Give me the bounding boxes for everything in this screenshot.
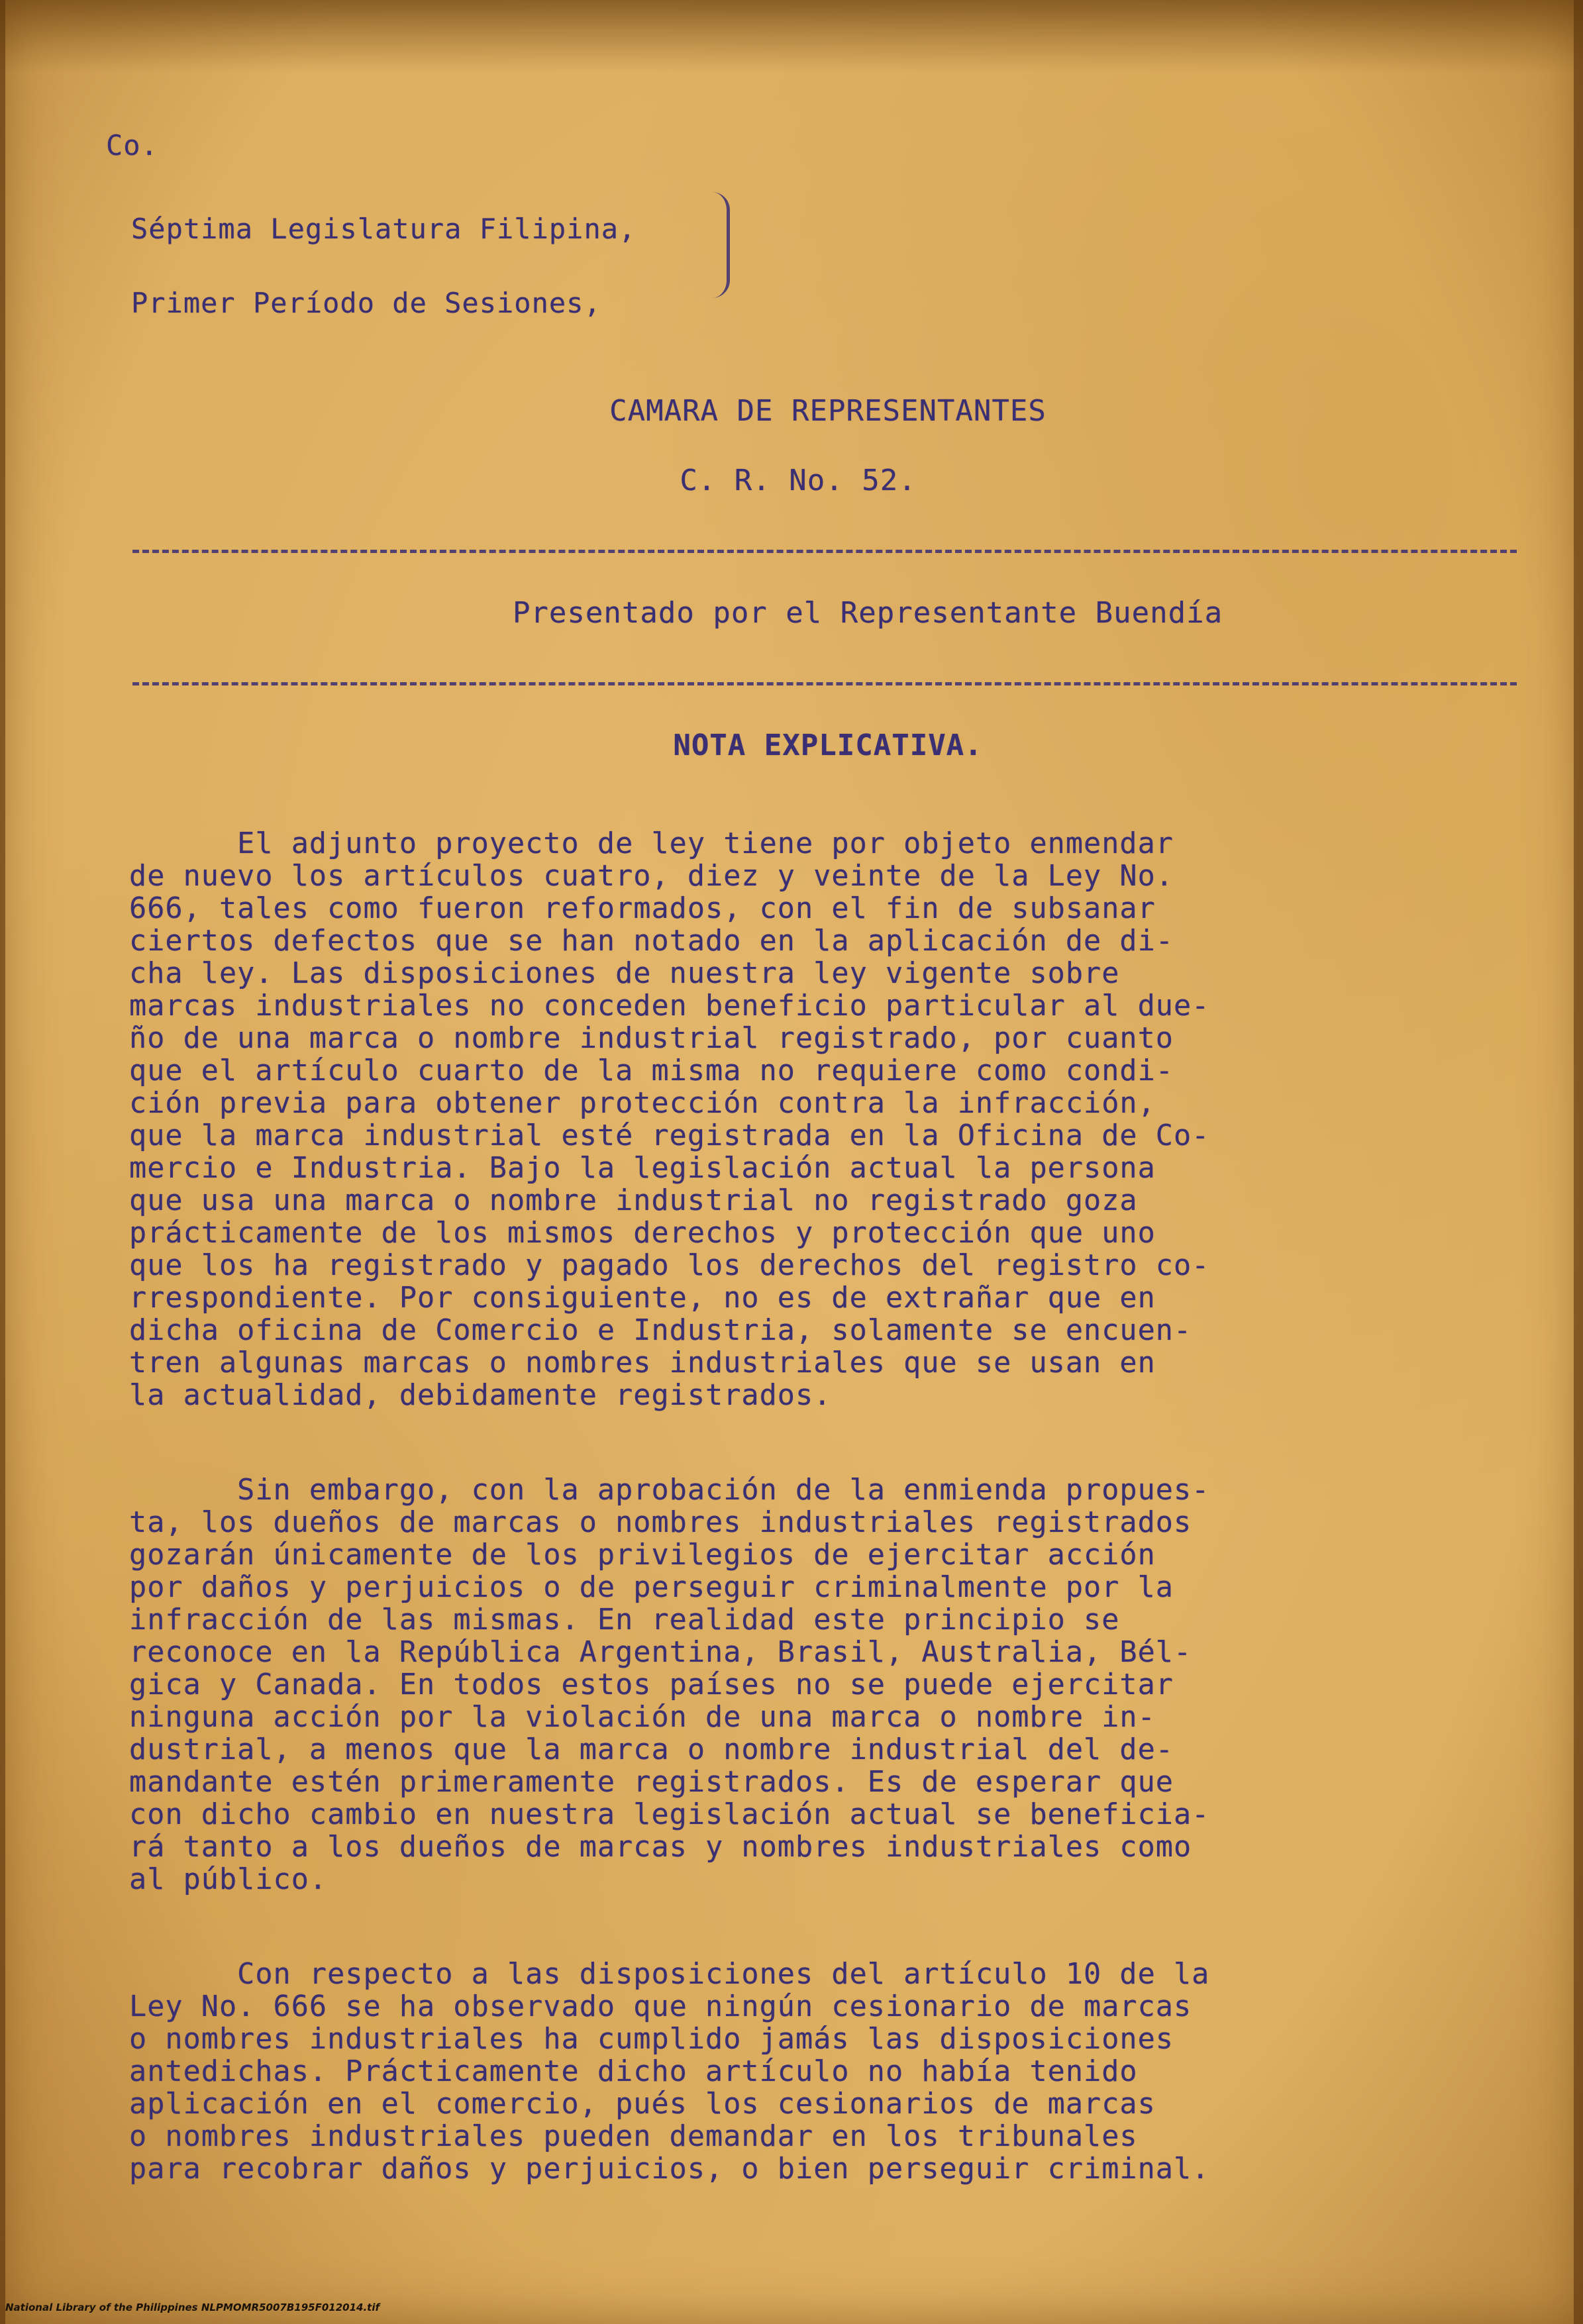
right-brace — [712, 192, 730, 298]
paragraph — [129, 1474, 1374, 1896]
text-line: El adjunto proyecto de ley tiene por objeto enmendar — [129, 827, 1174, 860]
paragraph — [129, 828, 1374, 1412]
text-line: con dicho cambio en nuestra legislación actual se beneficia- — [129, 1798, 1210, 1831]
text-line: ninguna acción por la violación de una marca o nombre in- — [129, 1701, 1156, 1734]
text-line: por daños y perjuicios o de perseguir criminalmente por la — [129, 1571, 1174, 1604]
text-line: que los ha registrado y pagado los derechos del registro co- — [129, 1249, 1210, 1282]
text-line: marcas industriales no conceden beneficio particular al due- — [129, 989, 1210, 1023]
archive-caption: National Library of the Philippines NLPMOMR5007B195F012014.tif — [5, 2301, 380, 2313]
text-line: que usa una marca o nombre industrial no registrado goza — [129, 1184, 1138, 1217]
presented-by: Presentado por el Representante Buendía — [512, 596, 1223, 630]
copy-mark: Co. — [106, 129, 158, 162]
text-line: ciertos defectos que se han notado en la aplicación de di- — [129, 925, 1174, 958]
legislature-line: Séptima Legislatura Filipina, — [131, 213, 637, 245]
text-line: ta, los dueños de marcas o nombres industriales registrados — [129, 1506, 1192, 1539]
session-line: Primer Período de Sesiones, — [131, 287, 601, 319]
paragraph — [129, 1958, 1374, 2186]
text-line: gozarán únicamente de los privilegios de ejercitar acción — [129, 1539, 1156, 1572]
text-line: para recobrar daños y perjuicios, o bien perseguir criminal. — [129, 2152, 1210, 2186]
text-line: Con respecto a las disposiciones del artículo 10 de la — [129, 1958, 1210, 1991]
text-line: dicha oficina de Comercio e Industria, solamente se encuen- — [129, 1314, 1192, 1347]
dashed-divider-top — [132, 550, 1517, 553]
section-heading: NOTA EXPLICATIVA. — [673, 729, 983, 762]
text-line: prácticamente de los mismos derechos y protección que uno — [129, 1217, 1156, 1250]
text-line: aplicación en el comercio, pués los cesionarios de marcas — [129, 2088, 1156, 2121]
text-line: dustrial, a menos que la marca o nombre industrial del de- — [129, 1733, 1174, 1766]
text-line: ción previa para obtener protección contra la infracción, — [129, 1087, 1156, 1120]
text-line: gica y Canada. En todos estos países no se puede ejercitar — [129, 1668, 1174, 1701]
text-line: 666, tales como fueron reformados, con el fin de subsanar — [129, 892, 1156, 925]
explanatory-note-body — [129, 828, 1374, 2248]
bill-number: C. R. No. 52. — [680, 464, 917, 497]
text-line: la actualidad, debidamente registrados. — [129, 1379, 832, 1412]
text-line: al público. — [129, 1863, 328, 1896]
text-line: o nombres industriales ha cumplido jamás las disposiciones — [129, 2023, 1174, 2056]
text-line: que el artículo cuarto de la misma no requiere como condi- — [129, 1054, 1174, 1087]
chamber-title: CAMARA DE REPRESENTANTES — [609, 394, 1047, 428]
text-line: infracción de las mismas. En realidad este principio se — [129, 1603, 1120, 1637]
text-line: rá tanto a los dueños de marcas y nombres industriales como — [129, 1831, 1192, 1864]
legislature-block — [131, 192, 636, 340]
text-line: cha ley. Las disposiciones de nuestra ley vigente sobre — [129, 957, 1120, 990]
text-line: reconoce en la República Argentina, Brasil, Australia, Bél- — [129, 1636, 1192, 1669]
text-line: o nombres industriales pueden demandar en los tribunales — [129, 2120, 1138, 2153]
text-line: de nuevo los artículos cuatro, diez y veinte de la Ley No. — [129, 860, 1174, 893]
dashed-divider-bottom — [132, 682, 1517, 685]
text-line: Ley No. 666 se ha observado que ningún cesionario de marcas — [129, 1990, 1192, 2023]
text-line: mercio e Industria. Bajo la legislación actual la persona — [129, 1152, 1156, 1185]
text-line: que la marca industrial esté registrada en la Oficina de Co- — [129, 1119, 1210, 1152]
text-line: mandante estén primeramente registrados. Es de esperar que — [129, 1766, 1174, 1799]
text-line: ño de una marca o nombre industrial registrado, por cuanto — [129, 1022, 1174, 1055]
text-line: antedichas. Prácticamente dicho artículo no había tenido — [129, 2055, 1138, 2088]
text-line: Sin embargo, con la aprobación de la enmienda propues- — [129, 1474, 1210, 1507]
text-line: rrespondiente. Por consiguiente, no es de extrañar que en — [129, 1282, 1156, 1315]
text-line: tren algunas marcas o nombres industriales que se usan en — [129, 1346, 1156, 1380]
